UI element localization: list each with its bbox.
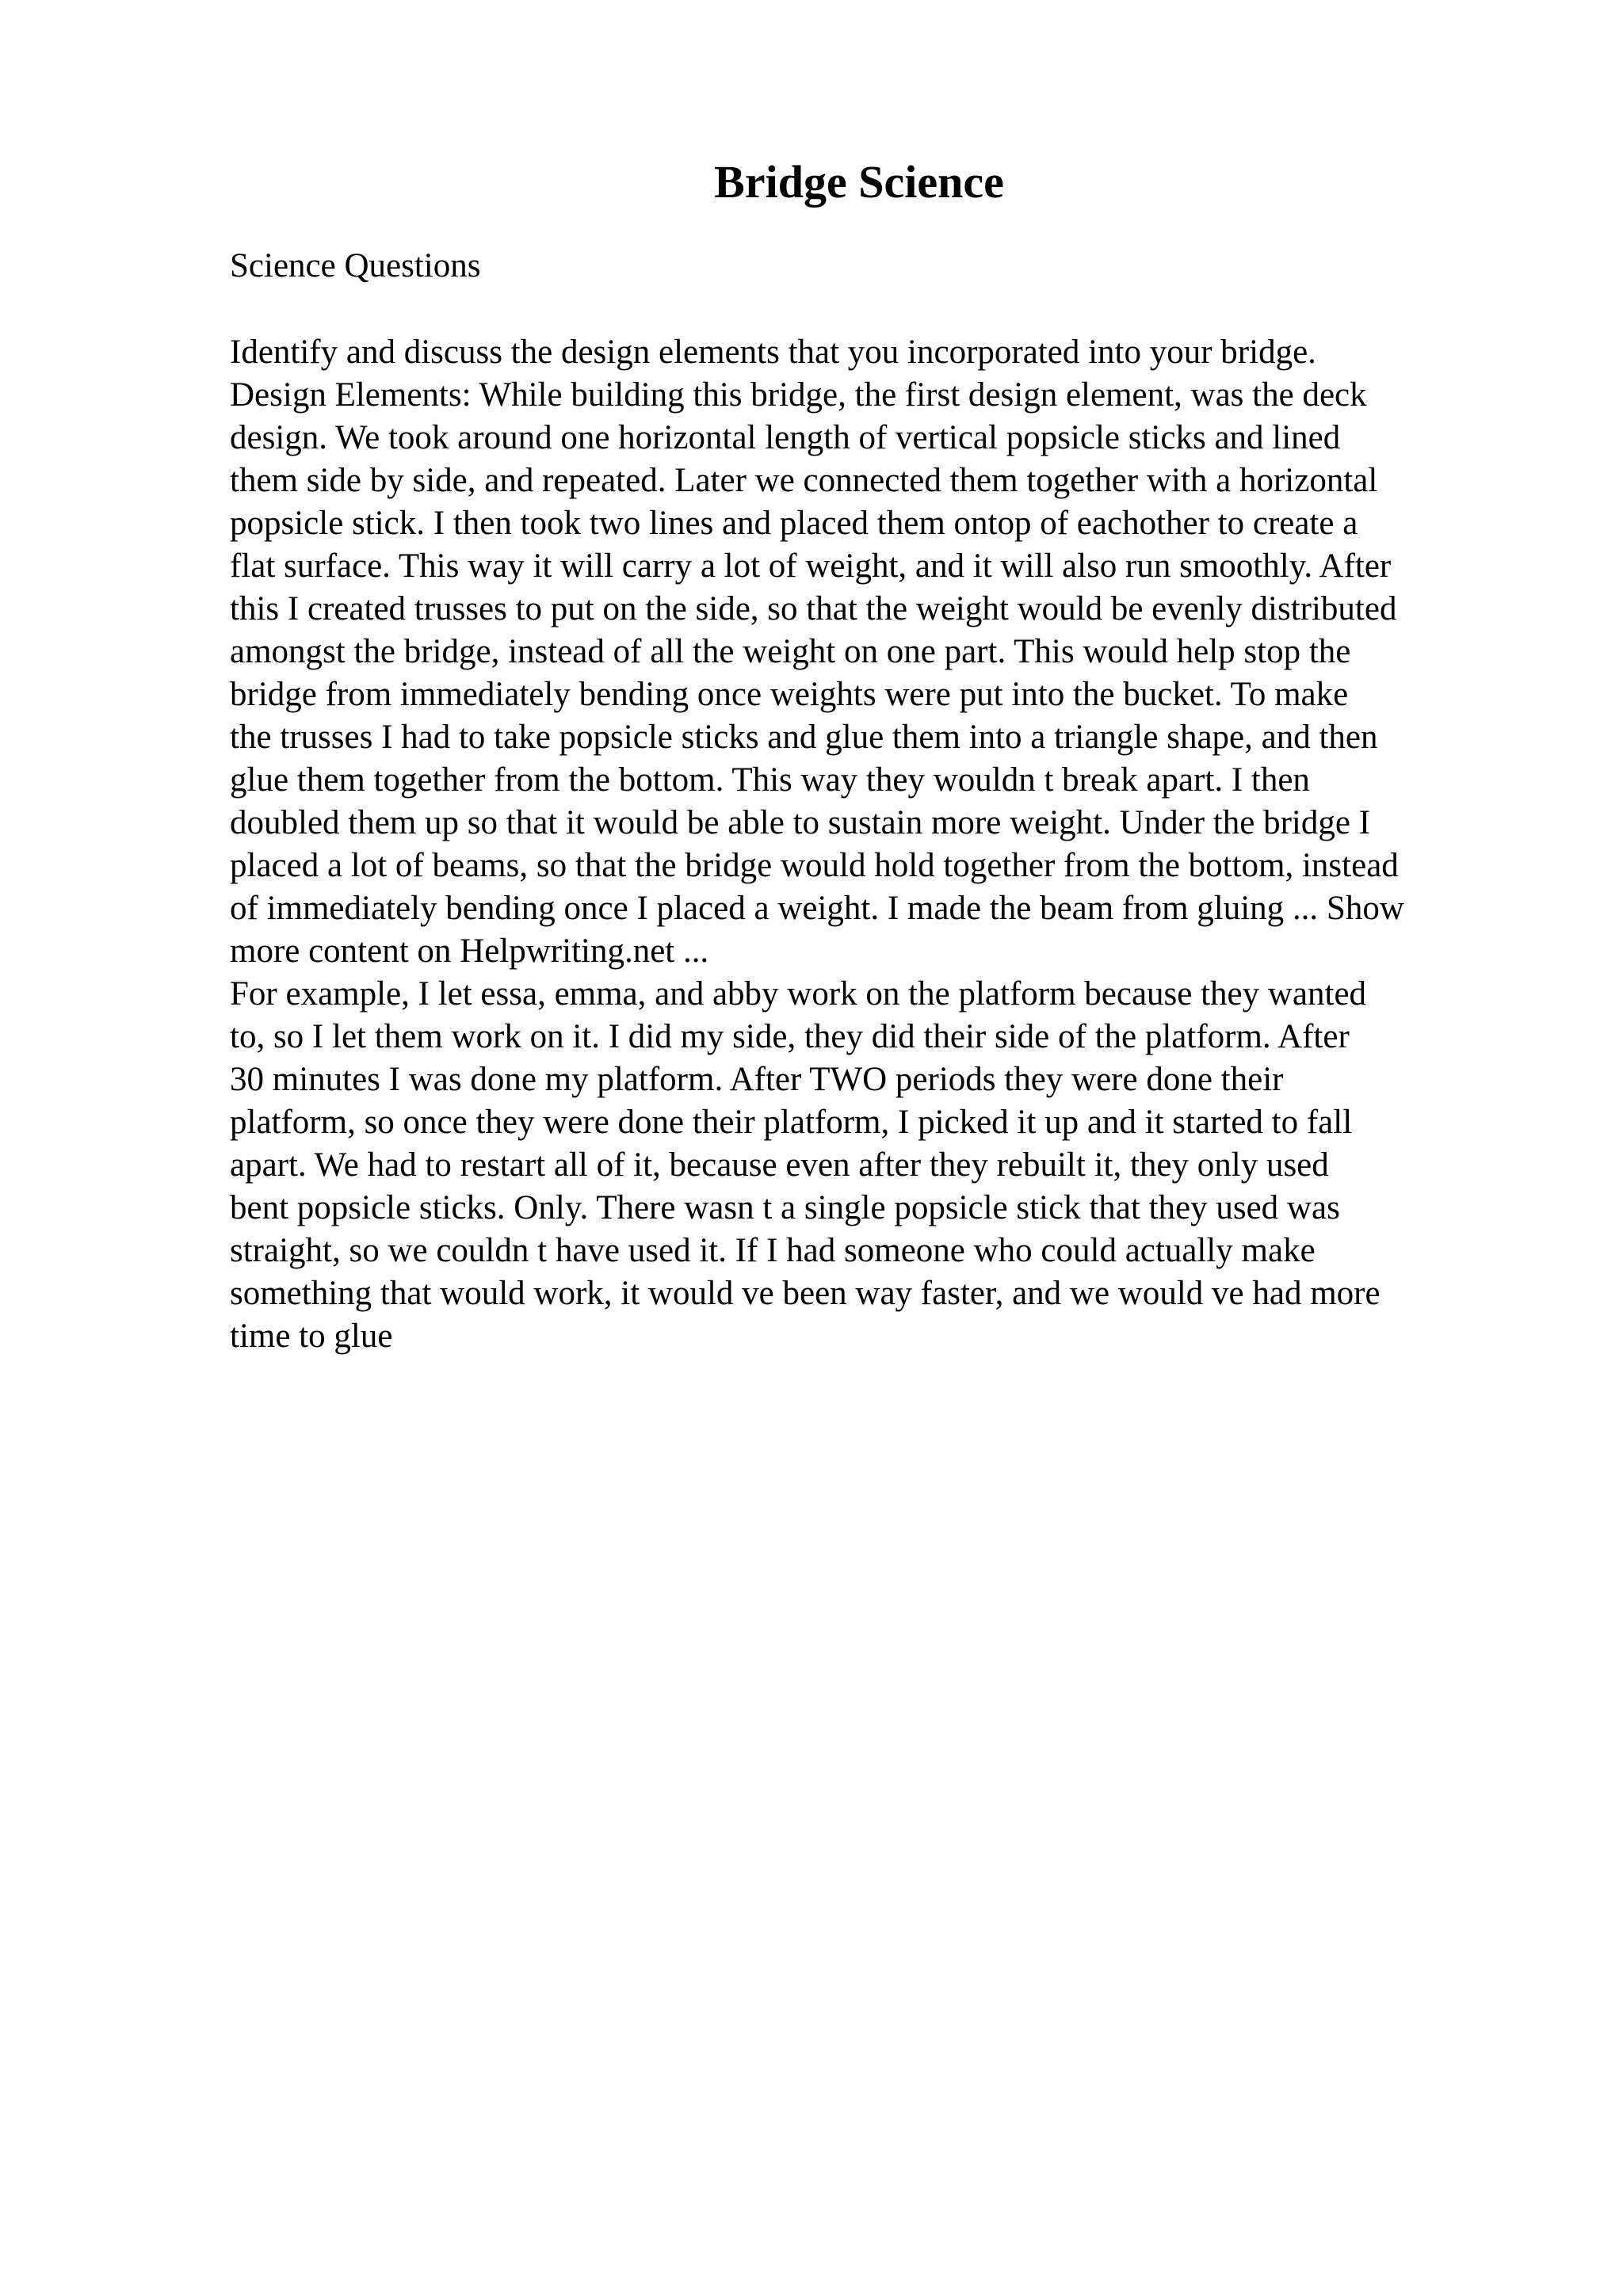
body-line: straight, so we couldn t have used it. If I had someone who could actually make [230, 1232, 1316, 1269]
document-body [230, 331, 1529, 1358]
body-line: something that would work, it would ve been way faster, and we would ve had more [230, 1275, 1381, 1312]
body-line: them side by side, and repeated. Later we connected them together with a horizontal [230, 462, 1378, 499]
body-line: the trusses I had to take popsicle sticks and glue them into a triangle shape, and then [230, 719, 1378, 756]
body-line: flat surface. This way it will carry a lot of weight, and it will also run smoothly. After [230, 547, 1392, 585]
body-line: placed a lot of beams, so that the bridge would hold together from the bottom, instead [230, 847, 1399, 884]
body-line: of immediately bending once I placed a weight. I made the beam from gluing ... Show [230, 890, 1404, 927]
body-line: this I created trusses to put on the side, so that the weight would be evenly distributed [230, 590, 1397, 627]
body-line: to, so I let them work on it. I did my side, they did their side of the platform. After [230, 1018, 1350, 1055]
body-line: more content on Helpwriting.net ... [230, 933, 709, 970]
body-line: popsicle stick. I then took two lines and placed them ontop of eachother to create a [230, 505, 1358, 542]
body-line: Design Elements: While building this bridge, the first design element, was the deck [230, 376, 1367, 414]
body-line: For example, I let essa, emma, and abby work on the platform because they wanted [230, 975, 1367, 1013]
body-line: time to glue [230, 1318, 393, 1355]
document-title: Bridge Science [714, 156, 1004, 208]
body-line: platform, so once they were done their platform, I picked it up and it started to fall [230, 1104, 1353, 1141]
body-line: apart. We had to restart all of it, because even after they rebuilt it, they only used [230, 1146, 1329, 1184]
body-line: Identify and discuss the design elements that you incorporated into your bridge. [230, 334, 1316, 371]
body-line: 30 minutes I was done my platform. After TWO periods they were done their [230, 1061, 1284, 1098]
body-line: glue them together from the bottom. This way they wouldn t break apart. I then [230, 761, 1310, 799]
body-line: doubled them up so that it would be able to sustain more weight. Under the bridge I [230, 804, 1371, 841]
body-line: bridge from immediately bending once weights were put into the bucket. To make [230, 676, 1349, 713]
body-line: bent popsicle sticks. Only. There wasn t a single popsicle stick that they used was [230, 1189, 1340, 1226]
document-subtitle: Science Questions [230, 247, 481, 284]
body-line: design. We took around one horizontal length of vertical popsicle sticks and lined [230, 419, 1341, 456]
body-line: amongst the bridge, instead of all the weight on one part. This would help stop the [230, 633, 1351, 670]
